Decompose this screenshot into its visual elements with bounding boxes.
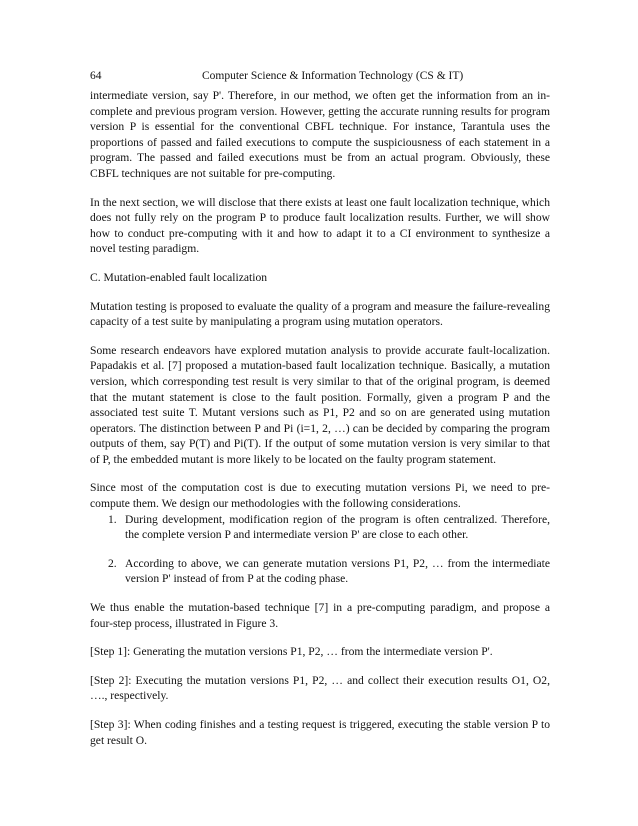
page-number: 64	[90, 70, 102, 82]
paragraph-mutation-testing: Mutation testing is proposed to evaluate the quality of a program and measure the failure-revealing capacity of a test suite by manipulating a program using mutation operators.	[90, 299, 550, 329]
step-1: [Step 1]: Generating the mutation versions P1, P2, … from the intermediate version P'.	[90, 645, 493, 659]
list-item	[90, 556, 550, 587]
paragraph-four-step-process: We thus enable the mutation-based technique [7] in a pre-computing paradigm, and propose a four-step process, illustrated in Figure 3.	[90, 601, 550, 630]
list-item-text: According to above, we can generate mutation versions P1, P2, … from the intermediate version P' instead of from P at the coding phase.	[125, 556, 550, 586]
list-item-number: 1.	[108, 512, 117, 526]
paragraph-research-endeavors: Some research endeavors have explored mutation analysis to provide accurate fault-localization. Papadakis et al. [7] proposed a mutation-based fault localization technique. Basically, a mutation version, which corresponding test result is very similar to that of the original program, is deemed that the mutant statement is close to the fault position. Formally, given a program P and the associated test suite T. Mutant versions such as P1, P2 and so on are generated using mutation operators. The distinction between P and Pi (i=1, 2, …) can be decided by comparing the program outputs of them, say P(T) and Pi(T). If the output of some mutation version is very similar to that of P, the embedded mutant is more likely to be located on the faulty program statement.	[90, 343, 550, 466]
list-item-number: 2.	[108, 556, 117, 570]
running-header	[90, 68, 550, 84]
paragraph-next-section: In the next section, we will disclose that there exists at least one fault localization technique, which does not fully rely on the program P to produce fault localization results. Further, we will show how to conduct pre-computing with it and how to adapt it to a CI environment to synthesize a novel testing paradigm.	[90, 195, 550, 256]
list-item-text: During development, modification region of the program is often centralized. Therefore, the complete version P and intermediate version P' are close to each other.	[125, 512, 550, 542]
step-2: [Step 2]: Executing the mutation versions P1, P2, … and collect their execution results O1, O2, …., respectively.	[90, 673, 550, 703]
step-3: [Step 3]: When coding finishes and a testing request is triggered, executing the stable version P to get result O.	[90, 718, 550, 747]
body-text	[90, 88, 550, 748]
list-item	[90, 512, 550, 543]
paragraph-continuation: intermediate version, say P'. Therefore, in our method, we often get the information from an in-complete and previous program version. However, getting the accurate running results for program version P is essential for the conventional CBFL technique. For instance, Tarantula uses the proportions of passed and failed executions to compute the suspiciousness of each statement in a program. The passed and failed executions must be from an actual program. Obviously, these CBFL techniques are not suitable for pre-computing.	[90, 89, 550, 180]
section-heading: C. Mutation-enabled fault localization	[90, 270, 268, 284]
paragraph-computation-cost: Since most of the computation cost is due to executing mutation versions Pi, we need to pre-compute them. We design our methodologies with the following considerations.	[90, 481, 550, 511]
journal-title: Computer Science & Information Technology (CS & IT)	[202, 70, 464, 82]
considerations-list	[90, 512, 550, 587]
